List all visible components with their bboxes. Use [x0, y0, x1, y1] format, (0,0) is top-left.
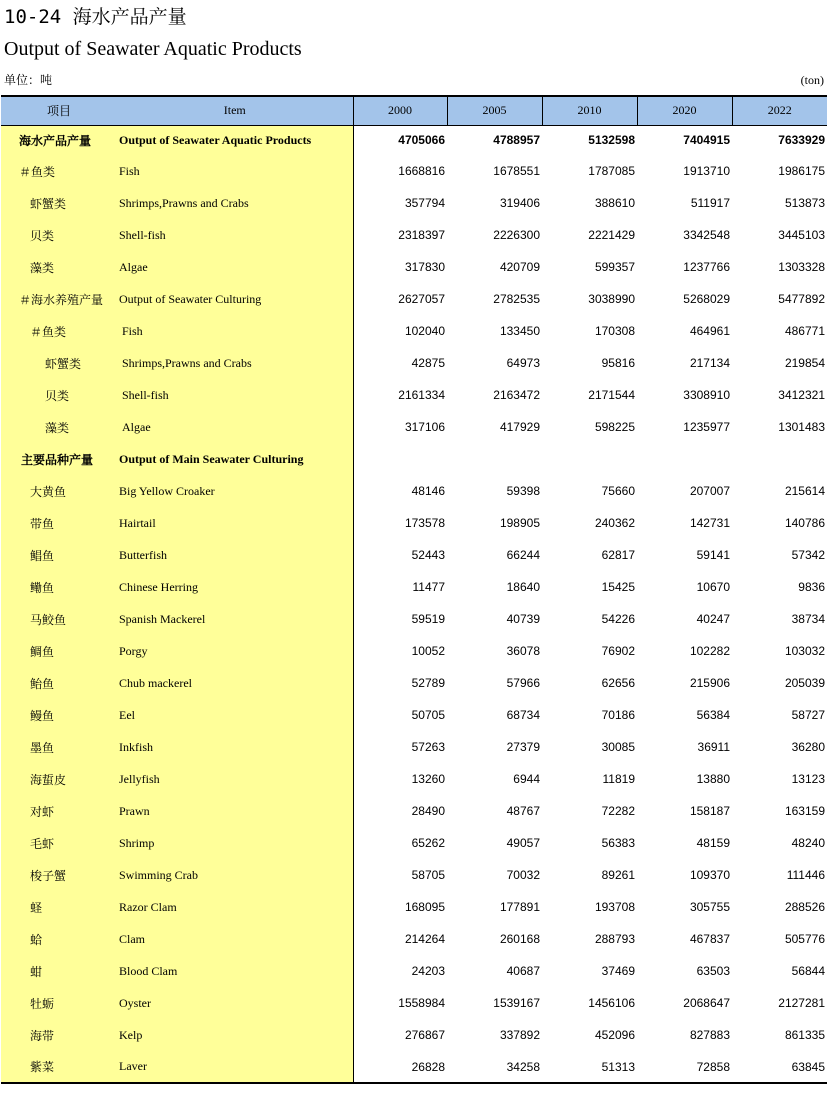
table-row: [1, 155, 827, 187]
value-cell-2022: 57342: [791, 548, 825, 562]
value-cell-2020: 40247: [696, 612, 730, 626]
value-cell-2005: 319406: [499, 196, 540, 210]
value-cell-2020: 1235977: [683, 420, 730, 434]
value-cell-2000: 2627057: [398, 292, 445, 306]
table-body: [1, 125, 827, 1083]
row-label-cn: 贝类: [1, 219, 117, 251]
value-cell-2000: 173578: [404, 516, 445, 530]
value-cell-2000: 10052: [411, 644, 445, 658]
table-row: [1, 219, 827, 251]
row-label-en: Oyster: [117, 987, 353, 1019]
row-label-cn: 蛤: [1, 923, 117, 955]
row-label-en: Shrimps,Prawns and Crabs: [117, 347, 353, 379]
value-cell-2022: 58727: [791, 708, 825, 722]
value-cell-2000: 57263: [411, 740, 445, 754]
value-cell-2010: 1787085: [588, 164, 635, 178]
value-cell-2005: 1678551: [493, 164, 540, 178]
value-cell-2022: 103032: [784, 644, 825, 658]
table-row: [1, 987, 827, 1019]
value-cell-2022: 486771: [784, 324, 825, 338]
value-cell-2022: 1301483: [778, 420, 825, 434]
value-cell-2010: 1456106: [588, 996, 635, 1010]
value-cell-2000: 50705: [411, 708, 445, 722]
row-label-cn: 海蜇皮: [1, 763, 117, 795]
value-cell-2022: [732, 443, 827, 475]
value-cell-2010: 89261: [601, 868, 635, 882]
value-cell-2010: 56383: [601, 836, 635, 850]
value-cell-2005: 49057: [506, 836, 540, 850]
value-cell-2020: 59141: [696, 548, 730, 562]
value-cell-2022: 36280: [791, 740, 825, 754]
row-label-cn: 带鱼: [1, 507, 117, 539]
table-row: [1, 859, 827, 891]
header-row: [1, 96, 827, 125]
value-cell-2005: 57966: [506, 676, 540, 690]
row-label-cn: 虾蟹类: [1, 347, 117, 379]
row-label-en: Shell-fish: [117, 219, 353, 251]
table-row: [1, 603, 827, 635]
value-cell-2005: 64973: [506, 356, 540, 370]
value-cell-2022: 111446: [786, 868, 825, 882]
table-row: [1, 763, 827, 795]
value-cell-2022: 2127281: [778, 996, 825, 1010]
row-label-en: Chinese Herring: [117, 571, 353, 603]
value-cell-2000: 26828: [353, 1051, 447, 1083]
seawater-output-table: [1, 95, 827, 1084]
unit-label-chinese: 单位：吨: [4, 73, 53, 87]
value-cell-2005: 337892: [499, 1028, 540, 1042]
value-cell-2005: [447, 443, 542, 475]
value-cell-2000: 2318397: [398, 228, 445, 242]
table-row: [1, 379, 827, 411]
value-cell-2000: 276867: [404, 1028, 445, 1042]
column-header-2000: 2000: [353, 96, 447, 125]
value-cell-2022: 9836: [798, 580, 825, 594]
value-cell-2000: 59519: [411, 612, 445, 626]
row-label-cn: 蚶: [1, 955, 117, 987]
value-cell-2010: 388610: [594, 196, 635, 210]
value-cell-2005: 177891: [499, 900, 540, 914]
row-label-en: Eel: [117, 699, 353, 731]
column-header-item-en: Item: [117, 96, 353, 125]
row-label-cn: 贝类: [1, 379, 117, 411]
row-label-cn: 鲐鱼: [1, 667, 117, 699]
value-cell-2022: 861335: [784, 1028, 825, 1042]
value-cell-2005: 70032: [506, 868, 540, 882]
table-row: [1, 955, 827, 987]
value-cell-2000: 357794: [404, 196, 445, 210]
value-cell-2022: 140786: [784, 516, 825, 530]
row-label-cn: 马鲛鱼: [1, 603, 117, 635]
value-cell-2000: 52789: [411, 676, 445, 690]
value-cell-2000: 48146: [411, 484, 445, 498]
table-row: [1, 251, 827, 283]
row-label-en: Big Yellow Croaker: [117, 475, 353, 507]
value-cell-2005: 417929: [499, 420, 540, 434]
value-cell-2005: 2226300: [493, 228, 540, 242]
row-label-cn: 紫菜: [1, 1051, 117, 1083]
value-cell-2010: 452096: [594, 1028, 635, 1042]
row-label-en: Output of Seawater Aquatic Products: [117, 125, 353, 155]
value-cell-2005: 68734: [506, 708, 540, 722]
value-cell-2010: 15425: [601, 580, 635, 594]
value-cell-2000: 317106: [404, 420, 445, 434]
value-cell-2010: 11819: [602, 772, 635, 786]
table-row: [1, 475, 827, 507]
row-label-en: Porgy: [117, 635, 353, 667]
value-cell-2010: [542, 443, 637, 475]
column-header-2010: 2010: [542, 96, 637, 125]
row-label-en: Butterfish: [117, 539, 353, 571]
value-cell-2005: 133450: [499, 324, 540, 338]
row-label-en: Algae: [117, 251, 353, 283]
value-cell-2020: 464961: [689, 324, 730, 338]
value-cell-2010: 599357: [594, 260, 635, 274]
value-cell-2010: 70186: [601, 708, 635, 722]
row-label-cn: 海水产品产量: [1, 125, 117, 155]
value-cell-2020: 511917: [690, 196, 730, 210]
value-cell-2005: 198905: [499, 516, 540, 530]
value-cell-2000: 1558984: [398, 996, 445, 1010]
table-row: [1, 443, 827, 475]
value-cell-2010: 3038990: [588, 292, 635, 306]
value-cell-2020: 158187: [689, 804, 730, 818]
row-label-en: Razor Clam: [117, 891, 353, 923]
value-cell-2010: 51313: [542, 1051, 637, 1083]
value-cell-2022: 513873: [784, 196, 825, 210]
value-cell-2000: 2161334: [398, 388, 445, 402]
value-cell-2022: 5477892: [778, 292, 825, 306]
table-row: [1, 1019, 827, 1051]
row-label-cn: 藻类: [1, 251, 117, 283]
row-label-en: Fish: [117, 155, 353, 187]
row-label-cn: 鳗鱼: [1, 699, 117, 731]
unit-label-english: (ton): [800, 73, 824, 87]
value-cell-2000: 52443: [411, 548, 445, 562]
value-cell-2010: 76902: [601, 644, 635, 658]
column-header-2020: 2020: [637, 96, 732, 125]
value-cell-2022: 1303328: [778, 260, 825, 274]
value-cell-2022: 63845: [732, 1051, 827, 1083]
value-cell-2020: 10670: [696, 580, 730, 594]
value-cell-2020: 5268029: [683, 292, 730, 306]
value-cell-2020: 36911: [697, 740, 730, 754]
row-label-en: Spanish Mackerel: [117, 603, 353, 635]
value-cell-2020: 63503: [696, 964, 730, 978]
value-cell-2022: 3412321: [778, 388, 825, 402]
value-cell-2005: 420709: [499, 260, 540, 274]
row-label-cn: 主要品种产量: [1, 443, 117, 475]
value-cell-2020: 56384: [696, 708, 730, 722]
value-cell-2020: 1913710: [683, 164, 730, 178]
value-cell-2010: 62817: [601, 548, 635, 562]
table-row: [1, 315, 827, 347]
value-cell-2020: 1237766: [683, 260, 730, 274]
value-cell-2010: 193708: [594, 900, 635, 914]
row-label-en: Blood Clam: [117, 955, 353, 987]
value-cell-2020: 207007: [689, 484, 730, 498]
value-cell-2010: 75660: [601, 484, 635, 498]
value-cell-2020: [637, 443, 732, 475]
table-row: [1, 283, 827, 315]
value-cell-2020: 7404915: [683, 133, 730, 148]
table-row: [1, 891, 827, 923]
row-label-cn: 对虾: [1, 795, 117, 827]
row-label-en: Algae: [117, 411, 353, 443]
value-cell-2000: 42875: [411, 356, 445, 370]
value-cell-2010: 170308: [594, 324, 635, 338]
value-cell-2020: 109370: [689, 868, 730, 882]
value-cell-2000: 13260: [411, 772, 445, 786]
row-label-en: Inkfish: [117, 731, 353, 763]
row-label-cn: 牡蛎: [1, 987, 117, 1019]
value-cell-2000: [353, 443, 447, 475]
table-row: [1, 635, 827, 667]
value-cell-2020: 217134: [689, 356, 730, 370]
value-cell-2000: 317830: [404, 260, 445, 274]
value-cell-2022: 163159: [784, 804, 825, 818]
value-cell-2000: 168095: [404, 900, 445, 914]
table-row: [1, 699, 827, 731]
value-cell-2022: 48240: [791, 836, 825, 850]
value-cell-2005: 66244: [506, 548, 540, 562]
value-cell-2010: 30085: [601, 740, 635, 754]
value-cell-2010: 95816: [601, 356, 635, 370]
value-cell-2000: 1668816: [398, 164, 445, 178]
row-label-en: Chub mackerel: [117, 667, 353, 699]
table-row: [1, 795, 827, 827]
value-cell-2020: 13880: [696, 772, 730, 786]
row-label-en: Swimming Crab: [117, 859, 353, 891]
value-cell-2020: 3342548: [683, 228, 730, 242]
row-label-cn: ＃鱼类: [1, 155, 117, 187]
row-label-en: Jellyfish: [117, 763, 353, 795]
value-cell-2022: 219854: [784, 356, 825, 370]
value-cell-2020: 3308910: [683, 388, 730, 402]
value-cell-2005: 2163472: [493, 388, 540, 402]
table-row: [1, 187, 827, 219]
value-cell-2010: 598225: [594, 420, 635, 434]
value-cell-2005: 36078: [506, 644, 540, 658]
row-label-cn: 大黄鱼: [1, 475, 117, 507]
value-cell-2005: 59398: [506, 484, 540, 498]
value-cell-2020: 2068647: [683, 996, 730, 1010]
row-label-en: Fish: [117, 315, 353, 347]
table-row: [1, 731, 827, 763]
row-label-cn: 鲷鱼: [1, 635, 117, 667]
value-cell-2020: 467837: [689, 932, 730, 946]
row-label-cn: 鳓鱼: [1, 571, 117, 603]
row-label-cn: 藻类: [1, 411, 117, 443]
value-cell-2000: 28490: [411, 804, 445, 818]
row-label-en: Laver: [117, 1051, 353, 1083]
value-cell-2005: 260168: [499, 932, 540, 946]
value-cell-2000: 58705: [411, 868, 445, 882]
table-row: [1, 411, 827, 443]
row-label-cn: ＃海水养殖产量: [1, 283, 117, 315]
row-label-en: Output of Main Seawater Culturing: [117, 443, 353, 475]
value-cell-2022: 215614: [784, 484, 825, 498]
value-cell-2010: 240362: [594, 516, 635, 530]
value-cell-2020: 48159: [696, 836, 730, 850]
value-cell-2010: 288793: [594, 932, 635, 946]
value-cell-2020: 305755: [689, 900, 730, 914]
value-cell-2022: 505776: [784, 932, 825, 946]
value-cell-2005: 6944: [513, 772, 540, 786]
row-label-cn: 墨鱼: [1, 731, 117, 763]
value-cell-2020: 102282: [689, 644, 730, 658]
value-cell-2010: 2221429: [588, 228, 635, 242]
row-label-cn: 蛏: [1, 891, 117, 923]
row-label-en: Shrimps,Prawns and Crabs: [117, 187, 353, 219]
value-cell-2020: 215906: [689, 676, 730, 690]
row-label-cn: 虾蟹类: [1, 187, 117, 219]
row-label-en: Kelp: [117, 1019, 353, 1051]
value-cell-2005: 40687: [506, 964, 540, 978]
value-cell-2010: 72282: [601, 804, 635, 818]
row-label-en: Hairtail: [117, 507, 353, 539]
value-cell-2022: 13123: [791, 772, 825, 786]
row-label-cn: ＃鱼类: [1, 315, 117, 347]
value-cell-2010: 2171544: [588, 388, 635, 402]
row-label-cn: 鲳鱼: [1, 539, 117, 571]
table-row: [1, 667, 827, 699]
value-cell-2010: 62656: [601, 676, 635, 690]
value-cell-2005: 34258: [447, 1051, 542, 1083]
value-cell-2022: 38734: [791, 612, 825, 626]
row-label-cn: 毛虾: [1, 827, 117, 859]
table-row: [1, 1051, 827, 1083]
table-row: [1, 827, 827, 859]
value-cell-2000: 11477: [412, 580, 445, 594]
table-row: [1, 507, 827, 539]
row-label-en: Shrimp: [117, 827, 353, 859]
value-cell-2000: 4705066: [398, 133, 445, 148]
row-label-en: Prawn: [117, 795, 353, 827]
column-header-2005: 2005: [447, 96, 542, 125]
value-cell-2010: 37469: [601, 964, 635, 978]
table-row: [1, 539, 827, 571]
value-cell-2005: 2782535: [493, 292, 540, 306]
value-cell-2005: 1539167: [493, 996, 540, 1010]
row-label-cn: 海带: [1, 1019, 117, 1051]
page-title-english: Output of Seawater Aquatic Products: [4, 38, 302, 60]
row-label-en: Output of Seawater Culturing: [117, 283, 353, 315]
table-row: [1, 923, 827, 955]
column-header-2022: 2022: [732, 96, 827, 125]
value-cell-2022: 1986175: [778, 164, 825, 178]
value-cell-2005: 40739: [506, 612, 540, 626]
page-title-chinese: 10-24 海水产品产量: [4, 6, 187, 28]
value-cell-2022: 288526: [784, 900, 825, 914]
value-cell-2005: 18640: [506, 580, 540, 594]
value-cell-2010: 54226: [601, 612, 635, 626]
value-cell-2000: 214264: [404, 932, 445, 946]
value-cell-2000: 24203: [411, 964, 445, 978]
value-cell-2000: 65262: [411, 836, 445, 850]
value-cell-2005: 48767: [506, 804, 540, 818]
value-cell-2005: 27379: [506, 740, 540, 754]
table-row: [1, 125, 827, 155]
value-cell-2020: 827883: [689, 1028, 730, 1042]
row-label-en: Clam: [117, 923, 353, 955]
table-row: [1, 347, 827, 379]
row-label-en: Shell-fish: [117, 379, 353, 411]
value-cell-2010: 5132598: [588, 133, 635, 148]
value-cell-2020: 142731: [689, 516, 730, 530]
row-label-cn: 梭子蟹: [1, 859, 117, 891]
table-row: [1, 571, 827, 603]
value-cell-2022: 7633929: [778, 133, 825, 148]
value-cell-2020: 72858: [637, 1051, 732, 1083]
value-cell-2022: 56844: [791, 964, 825, 978]
column-header-item-cn: 项目: [1, 96, 117, 125]
value-cell-2022: 3445103: [778, 228, 825, 242]
value-cell-2005: 4788957: [493, 133, 540, 148]
value-cell-2000: 102040: [404, 324, 445, 338]
value-cell-2022: 205039: [784, 676, 825, 690]
